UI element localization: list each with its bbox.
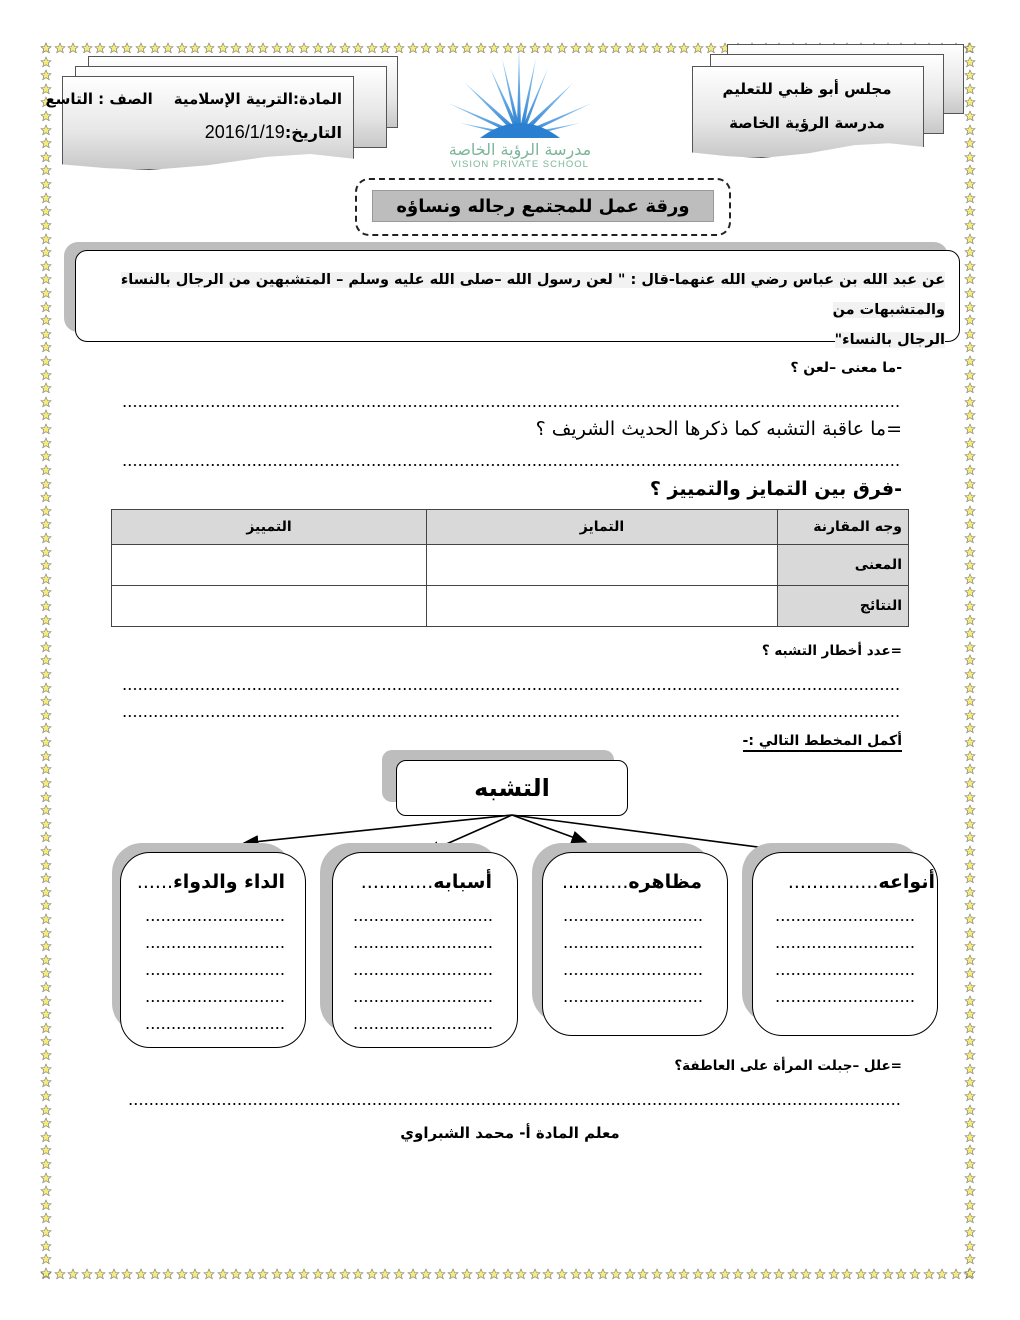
branch-types-title: أنواعه............... xyxy=(787,871,935,893)
header-comparison-aspect: وجه المقارنة xyxy=(778,510,909,545)
header-discrimination: التمييز xyxy=(112,510,427,545)
branch-answer-line[interactable] xyxy=(353,1027,493,1029)
branch-answer-line[interactable] xyxy=(353,946,493,948)
branch-causes-title: أسبابه............ xyxy=(360,871,492,893)
subject-label: المادة:التربية الإسلامية xyxy=(173,90,342,108)
branch-remedy-title: الداء والدواء...... xyxy=(136,871,285,893)
teacher-signature: معلم المادة أ- محمد الشبراوي xyxy=(400,1124,620,1142)
question-emotion: =علل –جبلت المرأة على العاطفة؟ xyxy=(674,1058,902,1074)
answer-line-5[interactable] xyxy=(128,1103,900,1105)
branch-answer-line[interactable] xyxy=(145,1000,285,1002)
branch-answer-line[interactable] xyxy=(563,973,703,975)
root-node: التشبه xyxy=(396,760,628,816)
worksheet-title: ورقة عمل للمجتمع رجاله ونساؤه xyxy=(372,190,714,222)
branch-answer-line[interactable] xyxy=(563,946,703,948)
grade-label: الصف : التاسع xyxy=(45,90,153,108)
council-name: مجلس أبو ظبي للتعليم xyxy=(722,80,892,98)
school-name: مدرسة الرؤية الخاصة xyxy=(729,114,885,132)
date-value: 2016/1/19 xyxy=(204,122,285,142)
branch-answer-line[interactable] xyxy=(775,973,915,975)
branch-answer-line[interactable] xyxy=(145,919,285,921)
branch-manifestations-title: مظاهره........... xyxy=(561,871,702,893)
branch-answer-line[interactable] xyxy=(145,1027,285,1029)
question-difference: -فرق بين التمايز والتمييز ؟ xyxy=(649,478,902,500)
question-meaning: -ما معنى –لعن ؟ xyxy=(790,360,902,376)
branch-answer-line[interactable] xyxy=(775,1000,915,1002)
header-distinction: التمايز xyxy=(427,510,778,545)
date-label: التاريخ: xyxy=(284,123,342,142)
branch-answer-line[interactable] xyxy=(145,946,285,948)
branch-answer-line[interactable] xyxy=(775,946,915,948)
hadith-line-1: عن عبد الله بن عباس رضي الله عنهما-قال : " لعن رسول الله –صلى الله عليه وسلم – المتشبهين من الرجال بالنساء والمتشبهات من xyxy=(120,272,945,318)
branch-answer-line[interactable] xyxy=(775,919,915,921)
hadith-line-2: الرجال بالنساء" xyxy=(834,332,945,348)
branch-answer-line[interactable] xyxy=(563,1000,703,1002)
question-consequence: =ما عاقبة التشبه كما ذكرها الحديث الشريف ؟ xyxy=(535,418,902,440)
branch-answer-line[interactable] xyxy=(353,919,493,921)
row-label-results: النتائج xyxy=(778,586,909,627)
branch-answer-line[interactable] xyxy=(353,1000,493,1002)
complete-diagram-instruction: أكمل المخطط التالي :- xyxy=(743,733,902,752)
logo-english-name: VISION PRIVATE SCHOOL xyxy=(451,159,589,170)
question-dangers: =عدد أخطار التشبه ؟ xyxy=(761,643,902,659)
branch-answer-line[interactable] xyxy=(563,919,703,921)
logo-arabic-name: مدرسة الرؤية الخاصة xyxy=(448,140,592,159)
branch-answer-line[interactable] xyxy=(145,973,285,975)
row-label-meaning: المعنى xyxy=(778,545,909,586)
branch-answer-line[interactable] xyxy=(353,973,493,975)
